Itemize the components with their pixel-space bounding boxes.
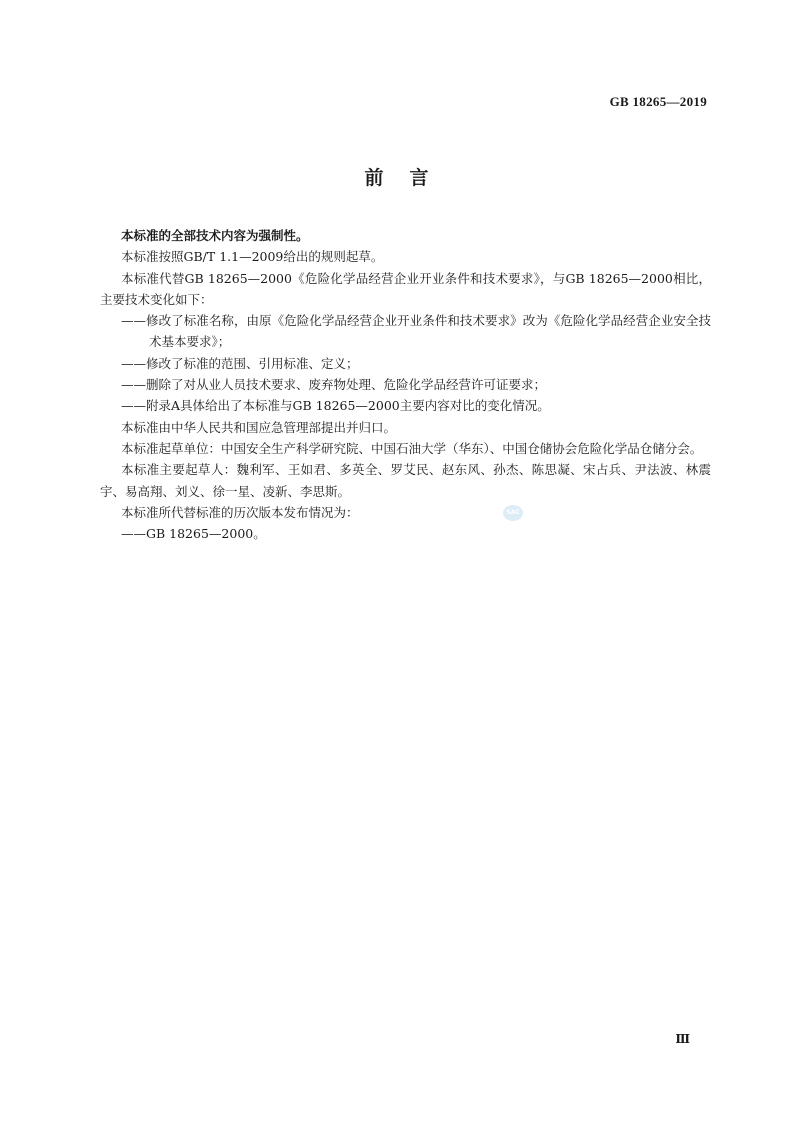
foreword-body xyxy=(100,225,711,544)
paragraph-drafting-units: 本标准起草单位：中国安全生产科学研究院、中国石油大学（华东）、中国仓储协会危险化学品仓储分会。 xyxy=(121,440,703,456)
paragraph-replaces: 本标准代替GB 18265—2000《危险化学品经营企业开业条件和技术要求》，与GB 18265—2000相比，主要技术变化如下： xyxy=(100,270,711,307)
paragraph-drafting-rules: 本标准按照GB/T 1.1—2009给出的规则起草。 xyxy=(121,249,384,265)
list-item-change-scope: ——修改了标准的范围、引用标准、定义； xyxy=(121,355,359,371)
paragraph-proposed-by: 本标准由中华人民共和国应急管理部提出并归口。 xyxy=(121,419,397,435)
document-code: GB 18265—2019 xyxy=(609,94,707,109)
paragraph-mandatory: 本标准的全部技术内容为强制性。 xyxy=(121,228,309,243)
list-item-change-deleted: ——删除了对从业人员技术要求、废弃物处理、危险化学品经营许可证要求； xyxy=(121,377,547,393)
list-item-change-name: ——修改了标准名称，由原《危险化学品经营企业开业条件和技术要求》改为《危险化学品经营企业安全技术基本要求》； xyxy=(121,313,711,350)
paragraph-drafters: 本标准主要起草人：魏利军、王如君、多英全、罗艾民、赵东风、孙杰、陈思凝、宋占兵、尹法波、林震宇、易高翔、刘义、徐一星、凌新、李思斯。 xyxy=(100,462,711,499)
page-number: Ⅲ xyxy=(675,1032,690,1046)
sac-watermark-logo: SAC xyxy=(503,505,523,521)
page-title: 前言 xyxy=(364,167,455,189)
list-item-history-version: ——GB 18265—2000。 xyxy=(121,526,266,542)
list-item-change-annex: ——附录A具体给出了本标准与GB 18265—2000主要内容对比的变化情况。 xyxy=(121,398,550,414)
paragraph-history: 本标准所代替标准的历次版本发布情况为： xyxy=(121,504,359,520)
